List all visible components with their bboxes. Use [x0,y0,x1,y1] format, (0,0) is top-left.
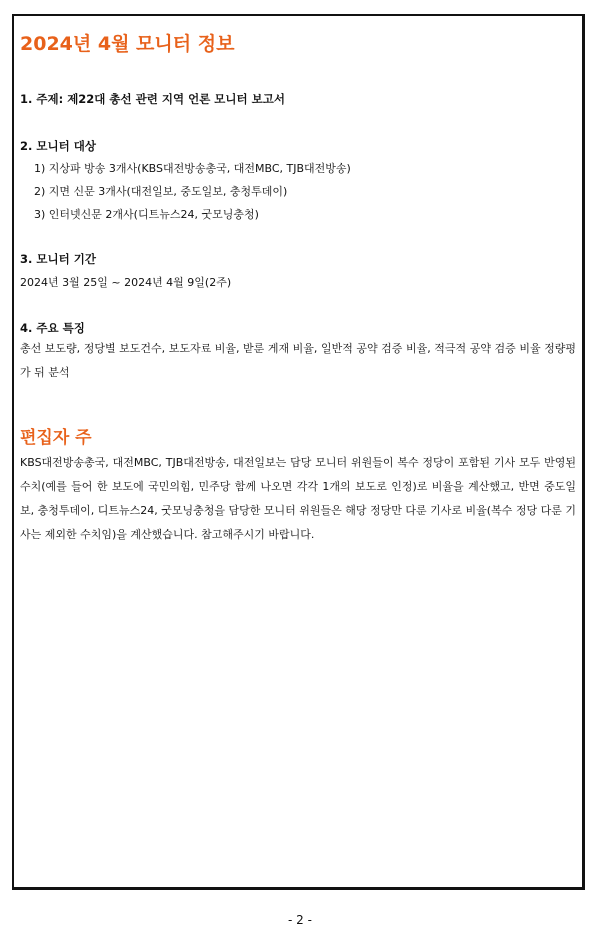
period-text: 2024년 3월 25일 ~ 2024년 4월 9일(2주) [20,276,232,289]
section-2-heading: 2. 모니터 대상 [20,139,96,153]
document-title: 2024년 4월 모니터 정보 [20,33,235,55]
editor-note-heading: 편집자 주 [20,428,92,448]
editor-note-text: KBS대전방송총국, 대전MBC, TJB대전방송, 대전일보는 담당 모니터 위원들이 복수 정당이 포함된 기사 모두 반영된 수치(예를 들어 한 보도에 국민의힘, 민주당 함께 나오면 각각 1개의 보도로 인정)로 비율을 계산했고, 반면 중도일보, 충청투데이, 디트뉴스24, 굿모닝충청을 담당한 모니터 위원들은 해당 정당만 다룬 기사로 비율(복수 정당 다룬 기사는 제외한 수치임)을 계산했습니다. 참고해주시기 바랍니다. [20,456,576,541]
section-3-heading: 3. 모니터 기간 [20,252,96,266]
list-item: 1) 지상파 방송 3개사(KBS대전방송총국, 대전MBC, TJB대전방송) [34,162,351,175]
list-item: 2) 지면 신문 3개사(대전일보, 중도일보, 충청투데이) [34,185,288,198]
features-text: 총선 보도량, 정당별 보도건수, 보도자료 비율, 받룬 게재 비율, 일반적 공약 검증 비율, 적극적 공약 검증 비율 정량평가 뒤 분석 [20,342,576,379]
page-number: - 2 - [288,913,312,927]
section-1-heading: 1. 주제: 제22대 총선 관련 지역 언론 모니터 보고서 [20,92,285,106]
list-item: 3) 인터넷신문 2개사(디트뉴스24, 굿모닝충청) [34,208,259,221]
section-4-heading: 4. 주요 특징 [20,321,85,335]
